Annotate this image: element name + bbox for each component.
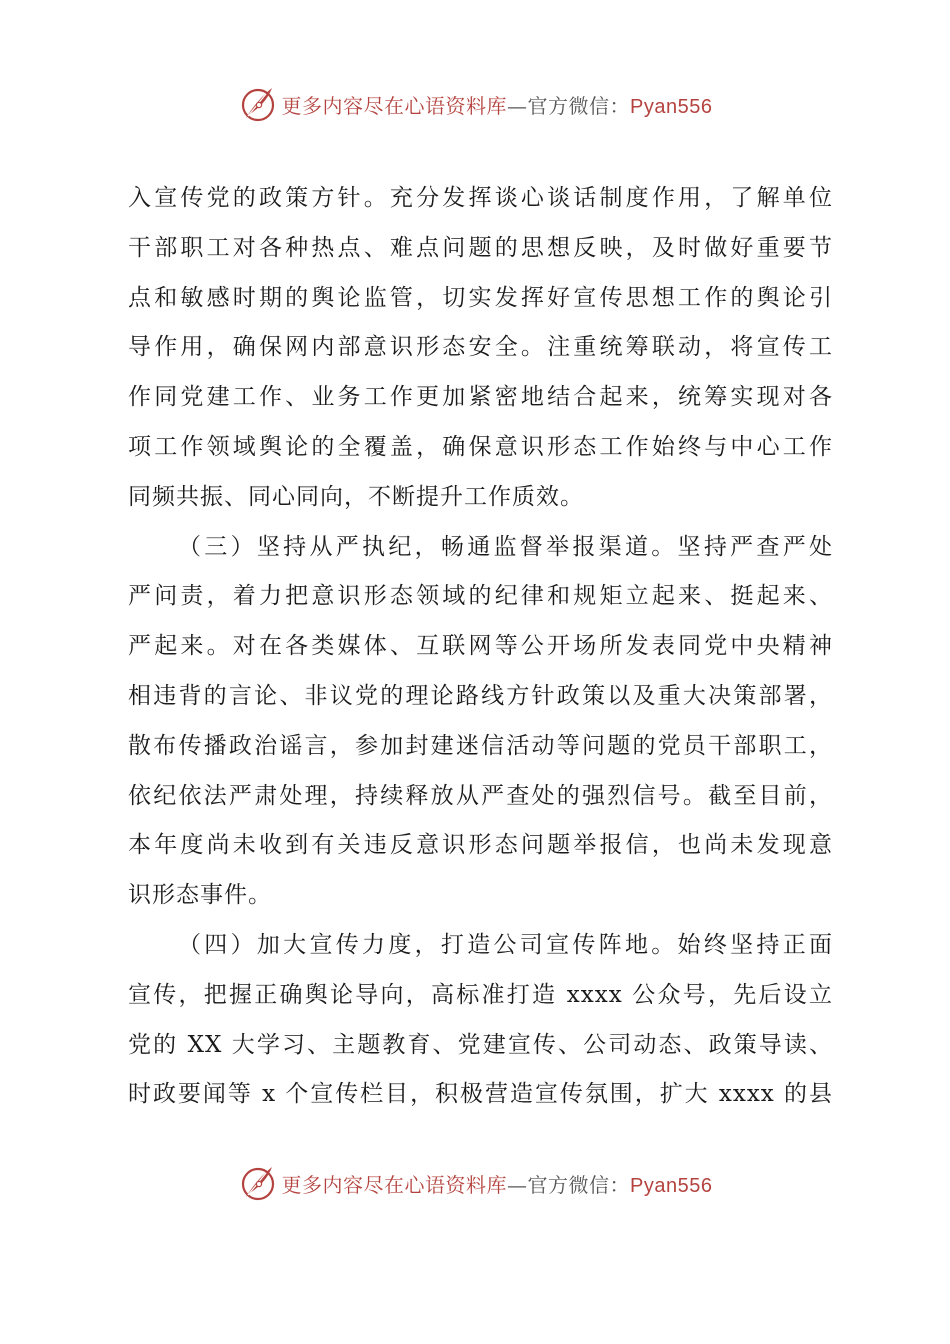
- body-line: 时政要闻等 x 个宣传栏目，积极营造宣传氛围，扩大 xxxx 的县: [128, 1081, 833, 1108]
- body-line: 严问责，着力把意识形态领域的纪律和规矩立起来、挺起来、: [128, 583, 833, 610]
- body-line: 导作用，确保网内部意识形态安全。注重统筹联动，将宣传工: [128, 334, 833, 361]
- body-line: 项工作领域舆论的全覆盖，确保意识形态工作始终与中心工作: [128, 433, 833, 460]
- body-line: 作同党建工作、业务工作更加紧密地结合起来，统筹实现对各: [128, 384, 833, 411]
- body-line: 宣传，把握正确舆论导向，高标准打造 xxxx 公众号，先后设立: [128, 981, 833, 1008]
- watermark-main-text: 更多内容尽在心语资料库: [281, 93, 508, 118]
- watermark-main-text: 更多内容尽在心语资料库: [281, 1172, 508, 1197]
- watermark-account: Pyan556: [630, 95, 713, 118]
- body-line: 本年度尚未收到有关违反意识形态问题举报信，也尚未发现意: [128, 832, 833, 859]
- document-body: [128, 174, 833, 1120]
- watermark-wechat-label: 官方微信：: [527, 93, 631, 118]
- body-line: 严起来。对在各类媒体、互联网等公开场所发表同党中央精神: [128, 633, 833, 660]
- section-heading-line: （四）加大宣传力度，打造公司宣传阵地。始终坚持正面: [178, 931, 833, 958]
- section-heading-line: （三）坚持从严执纪，畅通监督举报渠道。坚持严查严处: [178, 533, 833, 560]
- body-line: 散布传播政治谣言，参加封建迷信活动等问题的党员干部职工，: [128, 732, 833, 759]
- watermark-wechat-label: 官方微信：: [527, 1172, 631, 1197]
- watermark-header: [0, 82, 950, 126]
- watermark-footer: [0, 1161, 950, 1205]
- body-line: 依纪依法严肃处理，持续释放从严查处的强烈信号。截至目前，: [128, 782, 833, 809]
- body-line: 干部职工对各种热点、难点问题的思想反映，及时做好重要节: [128, 234, 833, 261]
- watermark-account: Pyan556: [630, 1174, 713, 1197]
- body-line: 识形态事件。: [128, 882, 272, 909]
- watermark-dash: —: [507, 1172, 528, 1197]
- body-line: 相违背的言论、非议党的理论路线方针政策以及重大决策部署，: [128, 682, 833, 709]
- body-line: 党的 XX 大学习、主题教育、党建宣传、公司动态、政策导读、: [128, 1031, 833, 1058]
- quill-pen-circle-icon: [238, 84, 278, 124]
- body-line: 点和敏感时期的舆论监管，切实发挥好宣传思想工作的舆论引: [128, 284, 833, 311]
- quill-pen-circle-icon: [238, 1163, 278, 1203]
- body-line: 同频共振、同心同向，不断提升工作质效。: [128, 483, 584, 510]
- body-line: 入宣传党的政策方针。充分发挥谈心谈话制度作用，了解单位: [128, 185, 833, 211]
- watermark-dash: —: [507, 93, 528, 118]
